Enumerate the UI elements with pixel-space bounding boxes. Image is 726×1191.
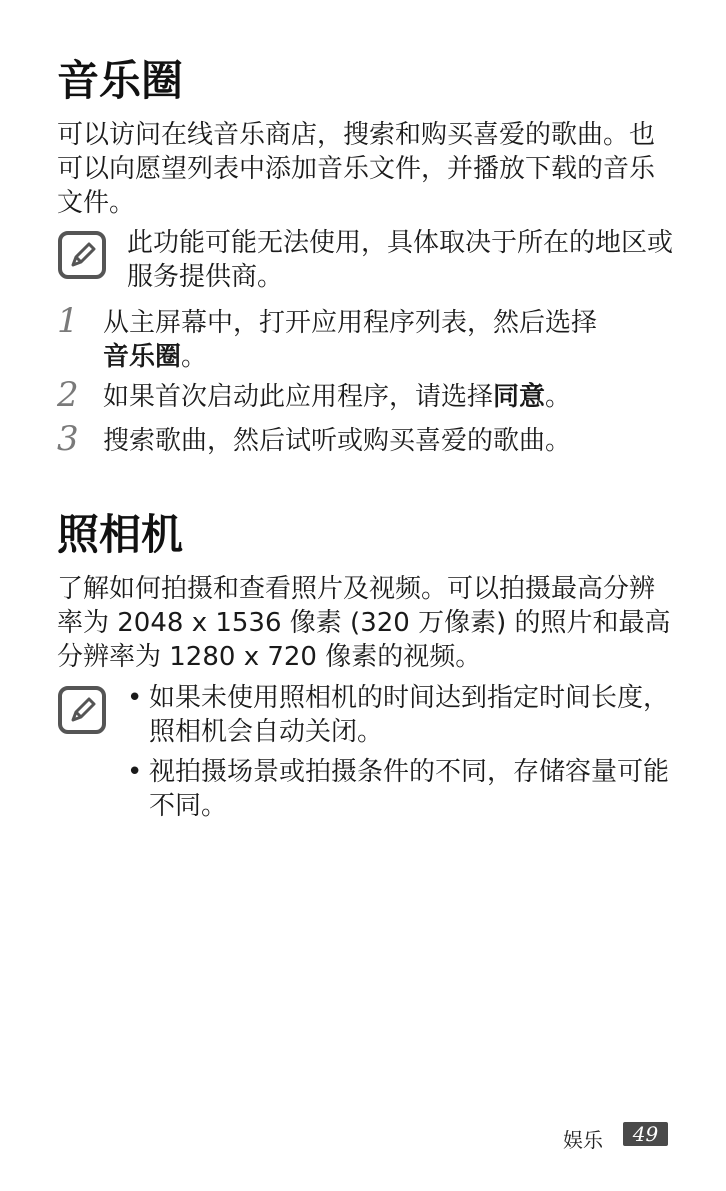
step-text: 如果首次启动此应用程序，请选择同意。 xyxy=(103,382,572,412)
music-intro: 可以访问在线音乐商店，搜索和购买喜爱的歌曲。也可以向愿望列表中添加音乐文件，并播放下载的音乐文件。 xyxy=(57,120,656,218)
music-note-text: 此功能可能无法使用，具体取决于所在的地区或服务提供商。 xyxy=(127,228,674,292)
bullet-icon: • xyxy=(127,757,143,787)
camera-section-title: 照相机 xyxy=(57,510,184,559)
pencil-icon xyxy=(67,695,97,725)
app-name-bold: 音乐圈 xyxy=(103,342,182,372)
camera-notes-list xyxy=(127,681,687,829)
footer-section-label: 娱乐 xyxy=(563,1128,603,1152)
list-item: • 如果未使用照相机的时间达到指定时间长度，照相机会自动关闭。 xyxy=(127,683,670,747)
bullet-icon: • xyxy=(127,683,143,713)
step-number: 3 xyxy=(57,419,79,459)
camera-intro: 了解如何拍摄和查看照片及视频。可以拍摄最高分辨率为 2048 x 1536 像素 (320 万像素) 的照片和最高分辨率为 1280 x 720 像素的视频。 xyxy=(57,574,671,672)
page-number: 49 xyxy=(623,1122,668,1146)
pencil-icon xyxy=(67,240,97,270)
note-pencil-icon xyxy=(58,686,106,734)
agree-bold: 同意 xyxy=(493,382,546,412)
music-section-title: 音乐圈 xyxy=(57,56,184,105)
step-text: 从主屏幕中，打开应用程序列表，然后选择 音乐圈。 xyxy=(103,308,598,372)
note-pencil-icon xyxy=(58,231,106,279)
list-item: • 视拍摄场景或拍摄条件的不同，存储容量可能不同。 xyxy=(127,757,670,821)
step-text: 搜索歌曲，然后试听或购买喜爱的歌曲。 xyxy=(103,426,572,456)
step-number: 1 xyxy=(57,301,79,341)
step-number: 2 xyxy=(57,375,79,415)
